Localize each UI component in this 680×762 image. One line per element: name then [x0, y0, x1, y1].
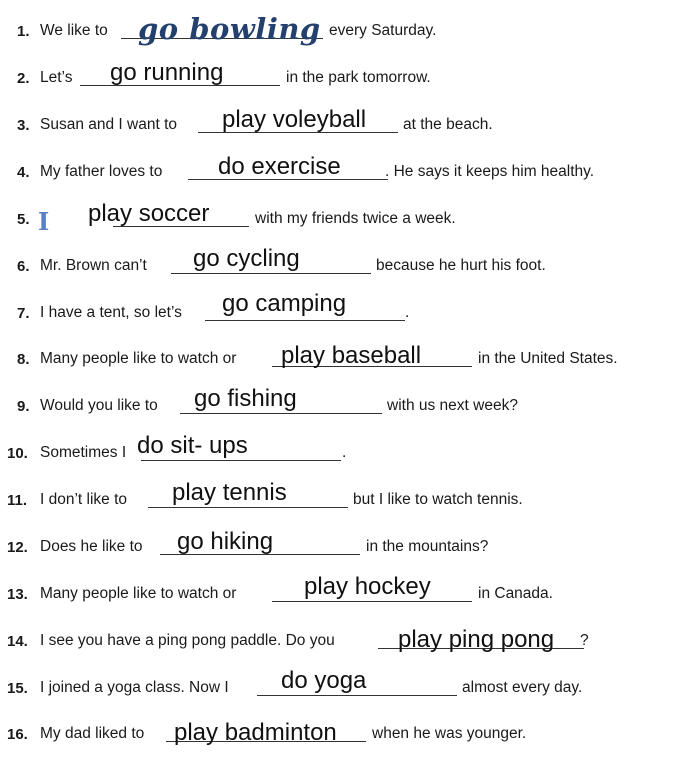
sentence-end: in the mountains? [366, 538, 489, 555]
sentence-end: when he was younger. [372, 725, 527, 742]
exercise-item-14 [0, 618, 680, 658]
sentence-end: . [342, 444, 347, 461]
exercise-item-4 [0, 149, 680, 189]
item-number: 13. [7, 586, 28, 603]
answer-blank [272, 601, 472, 602]
exercise-item-9 [0, 383, 680, 423]
sentence-start: I have a tent, so let’s [40, 304, 182, 321]
sentence-end: at the beach. [403, 116, 493, 133]
sentence-end: . He says it keeps him healthy. [385, 163, 595, 180]
exercise-item-7 [0, 290, 680, 330]
answer-text: play soccer [88, 200, 210, 227]
answer-text: go cycling [193, 245, 300, 272]
sentence-start: My father loves to [40, 163, 163, 180]
sentence-end: because he hurt his foot. [376, 257, 546, 274]
sentence-end: with my friends twice a week. [255, 210, 456, 227]
exercise-item-15 [0, 665, 680, 705]
exercise-item-11 [0, 477, 680, 517]
sentence-start: Mr. Brown can’t [40, 257, 147, 274]
sentence-end: with us next week? [387, 397, 518, 414]
item-number: 8. [17, 351, 30, 368]
answer-text: go fishing [194, 385, 297, 412]
exercise-item-12 [0, 524, 680, 564]
sentence-start: Sometimes I [40, 444, 127, 461]
sentence-start: I joined a yoga class. Now I [40, 679, 229, 696]
sentence-end: . [405, 304, 410, 321]
sentence-end: in the park tomorrow. [286, 69, 431, 86]
answer-text: do exercise [218, 153, 341, 180]
answer-text: play badminton [174, 719, 337, 746]
item-number: 14. [7, 633, 28, 650]
exercise-item-5 [0, 196, 680, 236]
exercise-item-8 [0, 336, 680, 376]
item-number: 12. [7, 539, 28, 556]
answer-text: play hockey [304, 573, 431, 600]
answer-text: do yoga [281, 667, 367, 694]
sentence-start: Does he like to [40, 538, 143, 555]
answer-blank [257, 695, 457, 696]
item-number: 4. [17, 164, 30, 181]
sentence-start: Let’s [40, 69, 73, 86]
item-number: 11. [7, 492, 28, 509]
exercise-item-2 [0, 55, 680, 95]
answer-text: play voleyball [222, 106, 367, 133]
sentence-end: in Canada. [478, 585, 553, 602]
sentence-start: We like to [40, 22, 108, 39]
handwritten-subject: I [38, 207, 50, 236]
exercise-item-3 [0, 102, 680, 142]
sentence-end: but I like to watch tennis. [353, 491, 523, 508]
sentence-end: ? [580, 632, 589, 649]
answer-text: go bowling [138, 12, 321, 46]
sentence-start: I see you have a ping pong paddle. Do you [40, 632, 335, 649]
sentence-start: Many people like to watch or [40, 350, 237, 367]
exercise-item-16 [0, 711, 680, 751]
answer-blank [205, 320, 405, 321]
answer-text: do sit- ups [137, 432, 248, 459]
item-number: 7. [17, 305, 30, 322]
sentence-start: Would you like to [40, 397, 158, 414]
answer-blank [171, 273, 371, 274]
item-number: 3. [17, 117, 30, 134]
sentence-start: My dad liked to [40, 725, 145, 742]
item-number: 6. [17, 258, 30, 275]
answer-text: play tennis [172, 479, 287, 506]
item-number: 15. [7, 680, 28, 697]
exercise-item-6 [0, 243, 680, 283]
sentence-end: almost every day. [462, 679, 583, 696]
sentence-end: in the United States. [478, 350, 618, 367]
answer-blank [148, 507, 348, 508]
sentence-start: I don’t like to [40, 491, 128, 508]
answer-text: go hiking [177, 528, 274, 555]
item-number: 16. [7, 726, 28, 743]
answer-blank [141, 460, 341, 461]
item-number: 9. [17, 398, 30, 415]
answer-text: play ping pong [398, 626, 555, 653]
sentence-start: Many people like to watch or [40, 585, 237, 602]
answer-text: go camping [222, 290, 347, 317]
answer-blank [180, 413, 382, 414]
sentence-end: every Saturday. [329, 22, 437, 39]
answer-text: go running [110, 59, 224, 86]
item-number: 1. [17, 23, 30, 40]
item-number: 5. [17, 211, 30, 228]
answer-text: play baseball [281, 342, 422, 369]
item-number: 10. [7, 445, 28, 462]
exercise-item-1 [0, 8, 680, 48]
item-number: 2. [17, 70, 30, 87]
exercise-item-10 [0, 430, 680, 470]
exercise-item-13 [0, 571, 680, 611]
sentence-start: Susan and I want to [40, 116, 178, 133]
